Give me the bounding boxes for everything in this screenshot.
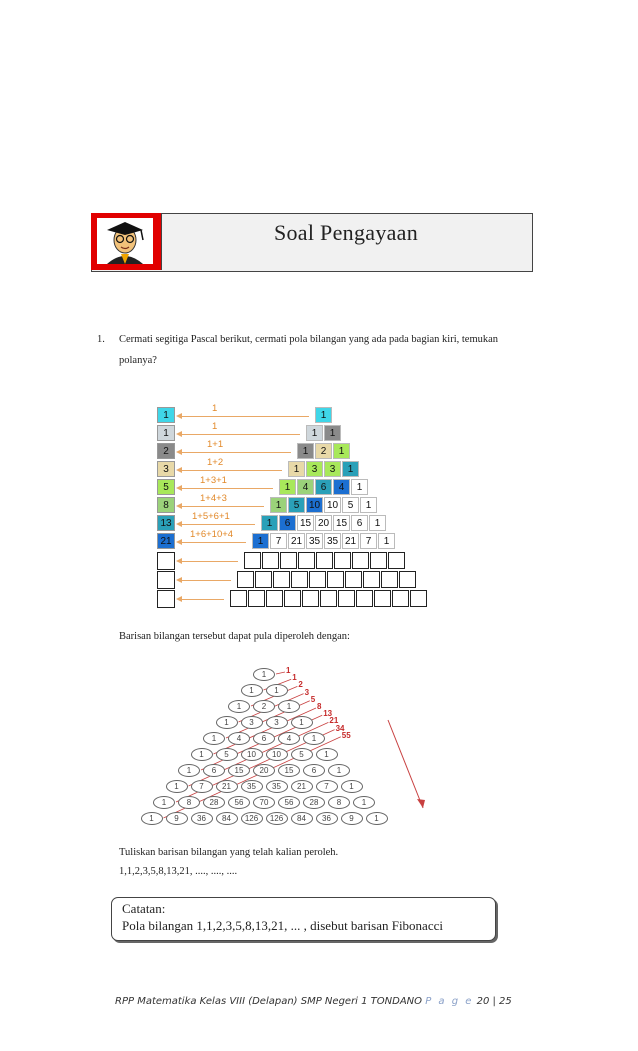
pascal-oval: 28 [303,796,325,809]
answer-box[interactable] [399,571,416,588]
pascal-oval: 1 [291,716,313,729]
formula-label: 1+4+3 [200,493,227,504]
pascal-oval: 1 [278,700,300,713]
answer-box-left[interactable] [157,571,175,589]
formula-label: 1+6+10+4 [190,529,234,540]
answer-box[interactable] [327,571,344,588]
pascal-oval: 6 [253,732,275,745]
pascal-oval: 15 [228,764,250,777]
pascal-oval: 6 [303,764,325,777]
pascal-cell: 1 [360,497,377,513]
pascal-oval: 1 [191,748,213,761]
diagonal-sum-line [276,672,285,674]
pascal-oval: 1 [153,796,175,809]
answer-box[interactable] [320,590,337,607]
arrow-left-icon [176,413,182,419]
pascal-cell: 3 [324,461,341,477]
pascal-oval: 35 [241,780,263,793]
note-body: Pola bilangan 1,1,2,3,5,8,13,21, ... , disebut barisan Fibonacci [122,918,443,933]
pascal-oval: 21 [291,780,313,793]
pascal-oval: 1 [316,748,338,761]
pascal-cell: 7 [270,533,287,549]
pascal-cell: 15 [297,515,314,531]
pascal-cell: 3 [306,461,323,477]
pascal-cell: 21 [288,533,305,549]
arrow-line [180,434,300,435]
answer-box[interactable] [352,552,369,569]
fibonacci-label: 55 [341,730,351,740]
pascal-cell: 5 [288,497,305,513]
answer-box[interactable] [370,552,387,569]
answer-box[interactable] [338,590,355,607]
answer-box[interactable] [273,571,290,588]
answer-box[interactable] [388,552,405,569]
arrow-line [180,599,224,600]
pascal-oval: 3 [266,716,288,729]
fibonacci-label: 21 [329,716,339,726]
pascal-cell: 7 [360,533,377,549]
pascal-oval: 70 [253,796,275,809]
fibonacci-label: 34 [335,723,345,733]
answer-box[interactable] [381,571,398,588]
arrow-left-icon [176,558,182,564]
answer-box[interactable] [316,552,333,569]
pascal-oval: 5 [216,748,238,761]
pascal-oval: 1 [341,780,363,793]
pascal-oval: 36 [316,812,338,825]
pascal-oval: 20 [253,764,275,777]
pascal-oval: 1 [366,812,388,825]
answer-box[interactable] [392,590,409,607]
answer-box[interactable] [363,571,380,588]
pascal-cell: 5 [342,497,359,513]
left-column-cell: 1 [157,407,175,423]
formula-label: 1 [212,421,218,432]
answer-box[interactable] [262,552,279,569]
fibonacci-label: 5 [310,694,316,704]
sub-instruction: Barisan bilangan tersebut dapat pula diperoleh dengan: [119,631,350,642]
left-column-cell: 13 [157,515,175,531]
pascal-oval: 1 [353,796,375,809]
pascal-oval: 1 [216,716,238,729]
answer-box[interactable] [345,571,362,588]
footer-page-number: 20 | 25 [476,996,512,1007]
pascal-oval: 5 [291,748,313,761]
answer-box[interactable] [410,590,427,607]
footer-page-label: P a g e [425,996,474,1007]
arrow-left-icon [176,449,182,455]
pascal-cell: 1 [324,425,341,441]
arrow-left-icon [176,503,182,509]
pascal-cell: 10 [306,497,323,513]
fibonacci-label: 1 [292,673,297,683]
pascal-oval: 35 [266,780,288,793]
arrow-line [180,452,291,453]
pascal-cell: 15 [333,515,350,531]
pascal-oval: 21 [216,780,238,793]
answer-box[interactable] [334,552,351,569]
pascal-cell: 1 [252,533,269,549]
page-footer [115,996,512,1007]
pascal-cell: 1 [369,515,386,531]
pascal-oval: 9 [341,812,363,825]
answer-box[interactable] [309,571,326,588]
question-text-cont: polanya? [119,355,157,366]
pascal-oval: 4 [228,732,250,745]
answer-box-left[interactable] [157,552,175,570]
answer-box[interactable] [284,590,301,607]
page-title: Soal Pengayaan [273,220,419,245]
pascal-cell: 20 [315,515,332,531]
answer-box-left[interactable] [157,590,175,608]
pascal-oval: 56 [278,796,300,809]
left-column-cell: 21 [157,533,175,549]
pascal-oval: 8 [178,796,200,809]
left-column-cell: 5 [157,479,175,495]
pascal-oval: 10 [266,748,288,761]
fibonacci-label: 8 [317,702,322,711]
pascal-oval: 9 [166,812,188,825]
answer-box[interactable] [298,552,315,569]
formula-label: 1+3+1 [200,475,227,486]
pascal-oval: 36 [191,812,213,825]
pascal-cell: 2 [315,443,332,459]
pascal-cell: 1 [279,479,296,495]
arrow-left-icon [176,539,182,545]
answer-box[interactable] [237,571,254,588]
pascal-cell: 1 [288,461,305,477]
fibonacci-label: 1 [286,666,291,675]
pascal-oval: 1 [228,700,250,713]
pascal-oval: 1 [141,812,163,825]
pascal-cell: 4 [333,479,350,495]
answer-box[interactable] [255,571,272,588]
pascal-cell: 1 [261,515,278,531]
pascal-cell: 1 [270,497,287,513]
arrow-left-icon [176,485,182,491]
left-column-cell: 1 [157,425,175,441]
pascal-oval: 1 [253,668,275,681]
pascal-cell: 35 [306,533,323,549]
pascal-oval: 126 [266,812,288,825]
formula-label: 1+5+6+1 [192,511,230,522]
pascal-cell: 35 [324,533,341,549]
pascal-oval: 84 [216,812,238,825]
pascal-cell: 1 [342,461,359,477]
pascal-cell: 6 [315,479,332,495]
formula-label: 1+2 [207,457,224,468]
pascal-cell: 1 [333,443,350,459]
pascal-cell: 1 [297,443,314,459]
arrow-line [180,488,273,489]
note-title: Catatan: [122,901,166,916]
pascal-cell: 6 [279,515,296,531]
pascal-cell: 6 [351,515,368,531]
answer-box[interactable] [374,590,391,607]
pascal-oval: 1 [203,732,225,745]
formula-label: 1 [212,403,218,414]
pascal-oval: 7 [316,780,338,793]
pascal-cell: 1 [378,533,395,549]
arrow-line [180,542,246,543]
pascal-cell: 1 [351,479,368,495]
pascal-oval: 6 [203,764,225,777]
fibonacci-label: 13 [323,709,333,719]
answer-box[interactable] [248,590,265,607]
answer-box[interactable] [302,590,319,607]
pascal-oval: 84 [291,812,313,825]
answer-box[interactable] [280,552,297,569]
arrow-left-icon [176,521,182,527]
footer-text: RPP Matematika Kelas VIII (Delapan) SMP Negeri 1 TONDANO [115,996,423,1007]
pascal-oval: 56 [228,796,250,809]
arrow-line [180,524,255,525]
left-column-cell: 3 [157,461,175,477]
answer-box[interactable] [244,552,261,569]
pascal-oval: 8 [328,796,350,809]
arrow-left-icon [176,596,182,602]
answer-box[interactable] [291,571,308,588]
answer-box[interactable] [230,590,247,607]
teacher-logo [91,213,162,270]
formula-label: 1+1 [207,439,224,450]
pascal-oval: 2 [253,700,275,713]
pascal-oval: 10 [241,748,263,761]
arrow-left-icon [176,431,182,437]
teacher-cartoon-icon [97,218,153,264]
pascal-oval: 1 [328,764,350,777]
pascal-cell: 1 [315,407,332,423]
pascal-oval: 126 [241,812,263,825]
pascal-oval: 1 [166,780,188,793]
fibonacci-label: 2 [298,680,303,690]
pascal-oval: 1 [266,684,288,697]
question-text: Cermati segitiga Pascal berikut, cermati pola bilangan yang ada pada bagian kiri, temukan [119,334,499,345]
write-instruction: Tuliskan barisan bilangan yang telah kalian peroleh. [119,847,339,858]
answer-box[interactable] [356,590,373,607]
question-number: 1. [97,334,105,345]
pascal-oval: 1 [178,764,200,777]
pascal-oval: 3 [241,716,263,729]
pascal-cell: 21 [342,533,359,549]
sequence-text: 1,1,2,3,5,8,13,21, ...., ...., .... [119,866,238,877]
pascal-oval: 1 [303,732,325,745]
left-column-cell: 2 [157,443,175,459]
arrow-line [180,580,231,581]
arrow-left-icon [176,577,182,583]
arrow-line [180,416,309,417]
pascal-oval: 7 [191,780,213,793]
pascal-oval: 1 [241,684,263,697]
arrow-line [180,561,238,562]
left-column-cell: 8 [157,497,175,513]
pascal-cell: 10 [324,497,341,513]
pascal-oval: 4 [278,732,300,745]
arrow-left-icon [176,467,182,473]
pascal-cell: 1 [306,425,323,441]
pascal-cell: 4 [297,479,314,495]
fibonacci-label: 3 [304,687,310,697]
pascal-oval: 15 [278,764,300,777]
arrow-line [180,506,264,507]
answer-box[interactable] [266,590,283,607]
pascal-oval: 28 [203,796,225,809]
arrow-line [180,470,282,471]
